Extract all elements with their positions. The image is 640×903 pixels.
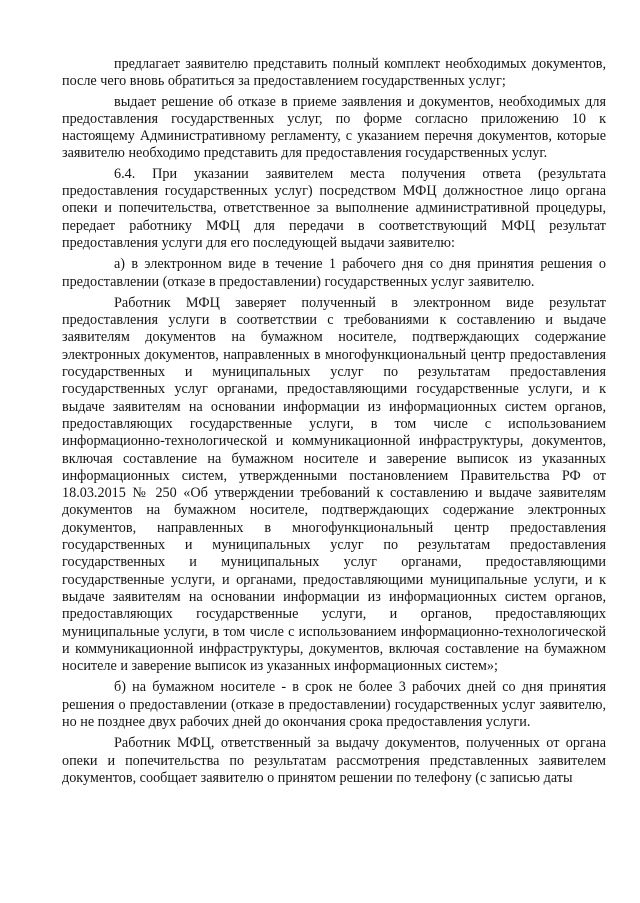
paragraph-4: а) в электронном виде в течение 1 рабочего дня со дня принятия решения о предоставлении (отказе в предоставлении) государственных услуг заявителю. — [62, 256, 606, 290]
paragraph-6: б) на бумажном носителе - в срок не более 3 рабочих дней со дня принятия решения о предоставлении (отказе в предоставлении) государственных услуг заявителю, но не позднее двух рабочих дней до окончания срока предоставления услуги. — [62, 679, 606, 730]
paragraph-3: 6.4. При указании заявителем места получения ответа (результата предоставления государственных услуг) посредством МФЦ должностное лицо органа опеки и попечительства, ответственное за выполнение административной процедуры, передает работнику МФЦ для передачи в соответствующий МФЦ результат предоставления услуги для его последующей выдачи заявителю: — [62, 165, 606, 251]
paragraph-5: Работник МФЦ заверяет полученный в электронном виде результат предоставления услуги в соответствии с требованиями к составлению и выдаче заявителям документов на бумажном носителе, подтверждающих содержание электронных документов, направленных в многофункциональный центр предоставления государственных и муниципальных услуг по результатам предоставления государственных услуг органами, предоставляющими государственные услуги, и к выдаче заявителям на основании информации из информационных систем органов, предоставляющих государственные услуги, в том числе с использованием информационно-технологической и коммуникационной инфраструктуры, документов, включая составление на бумажном носителе и заверение выписок из указанных информационных систем, утвержденными постановлением Правительства РФ от 18.03.2015 № 250 «Об утверждении требований к составлению и выдаче заявителям документов на бумажном носителе, подтверждающих содержание электронных документов, направленных в многофункциональный центр предоставления государственных и муниципальных услуг по результатам предоставления государственных и муниципальных услуг органами, предоставляющими государственные услуги, и органами, предоставляющими муниципальные услуги, и к выдаче заявителям на основании информации из информационных систем органов, предоставляющих государственные услуги, и органов, предоставляющих муниципальные услуги, в том числе с использованием информационно-технологической и коммуникационной инфраструктуры, документов, включая составление на бумажном носителе и заверение выписок из указанных информационных систем»; — [62, 294, 606, 675]
paragraph-7: Работник МФЦ, ответственный за выдачу документов, полученных от органа опеки и попечительства по результатам рассмотрения представленных заявителем документов, сообщает заявителю о принятом решении по телефону (с записью даты — [62, 735, 606, 786]
paragraph-1: предлагает заявителю представить полный комплект необходимых документов, после чего вновь обратиться за предоставлением государственных услуг; — [62, 56, 606, 90]
paragraph-2: выдает решение об отказе в приеме заявления и документов, необходимых для предоставления государственных услуг, по форме согласно приложению 10 к настоящему Административному регламенту, с указанием перечня документов, которые заявителю необходимо представить для предоставления государственных услуг. — [62, 93, 606, 162]
